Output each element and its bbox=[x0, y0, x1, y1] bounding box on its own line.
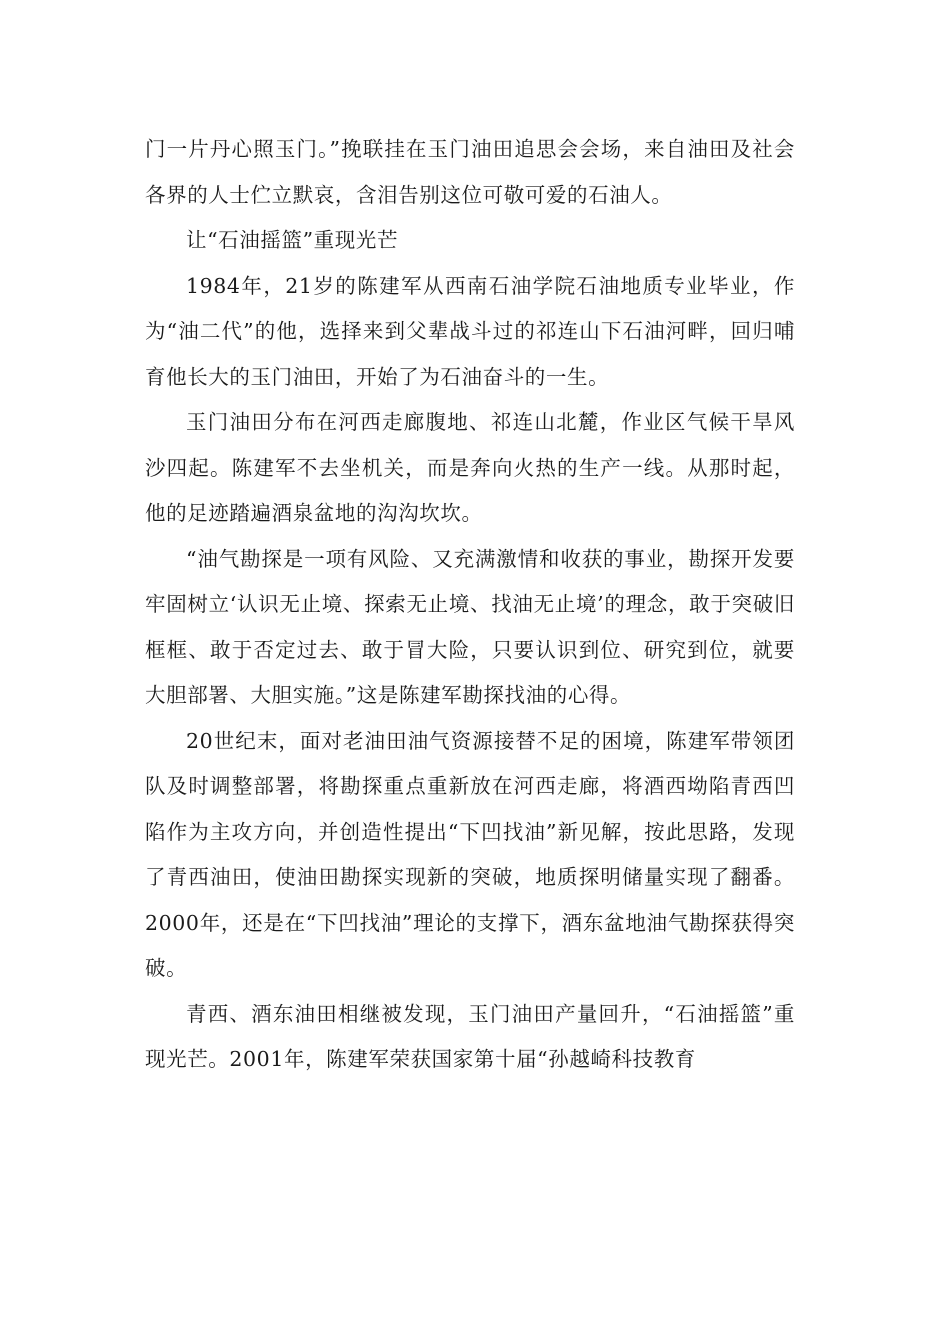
paragraph-20th-century: 20世纪末，面对老油田油气资源接替不足的困境，陈建军带领团队及时调整部署，将勘探重点重新放在河西走廊，将酒西坳陷青西凹陷作为主攻方向，并创造性提出“下凹找油”新见解，按此思路，发现了青西油田，使油田勘探实现新的突破，地质探明储量实现了翻番。2000年，还是在“下凹找油”理论的支撑下，酒东盆地油气勘探获得突破。 bbox=[145, 728, 795, 980]
section-heading: 让“石油摇篮”重现光芒 bbox=[186, 228, 399, 252]
paragraph-closing-couplet: 门一片丹心照玉门。”挽联挂在玉门油田追思会会场，来自油田及社会各界的人士伫立默哀，含泪告别这位可敬可爱的石油人。 bbox=[145, 137, 795, 207]
paragraph-yumen-oilfield: 玉门油田分布在河西走廊腹地、祁连山北麓，作业区气候干旱风沙四起。陈建军不去坐机关，而是奔向火热的生产一线。从那时起，他的足迹踏遍酒泉盆地的沟沟坎坎。 bbox=[145, 410, 795, 525]
paragraph-qingxi-jiudong: 青西、酒东油田相继被发现，玉门油田产量回升，“石油摇篮”重现光芒。2001年，陈建军荣获国家第十届“孙越崎科技教育 bbox=[145, 1001, 795, 1071]
article-body bbox=[145, 127, 795, 1083]
paragraph-quote: “油气勘探是一项有风险、又充满激情和收获的事业，勘探开发要牢固树立‘认识无止境、探索无止境、找油无止境’的理念，敢于突破旧框框、敢于否定过去、敢于冒大险，只要认识到位、研究到位，就要大胆部署、大胆实施。”这是陈建军勘探找油的心得。 bbox=[145, 546, 795, 707]
paragraph-1984: 1984年，21岁的陈建军从西南石油学院石油地质专业毕业，作为“油二代”的他，选择来到父辈战斗过的祁连山下石油河畔，回归哺育他长大的玉门油田，开始了为石油奋斗的一生。 bbox=[145, 273, 795, 389]
